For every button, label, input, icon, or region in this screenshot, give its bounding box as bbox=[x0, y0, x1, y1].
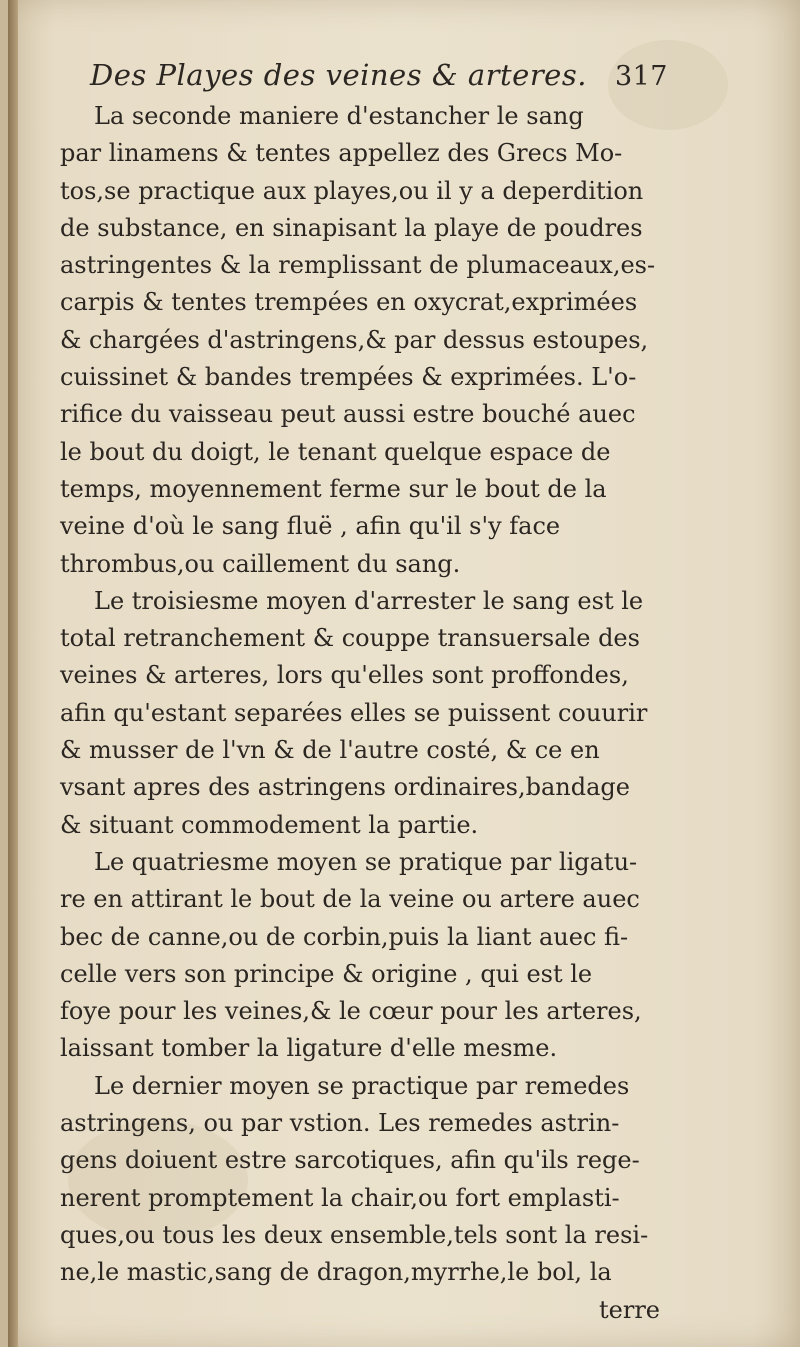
text-line: celle vers son principe & origine , qui est le bbox=[60, 959, 593, 988]
text-line: Le troisiesme moyen d'arrester le sang est le bbox=[94, 586, 644, 615]
text-line: carpis & tentes trempées en oxycrat,exprimées bbox=[60, 288, 638, 317]
text-line: gens doiuent estre sarcotiques, afin qu'ils rege- bbox=[60, 1146, 640, 1175]
text-line: veines & arteres, lors qu'elles sont proffondes, bbox=[60, 661, 629, 690]
text-line: bec de canne,ou de corbin,puis la liant auec fi- bbox=[60, 922, 629, 951]
page-gutter bbox=[8, 0, 18, 1347]
text-line: & chargées d'astringens,& par dessus estoupes, bbox=[60, 325, 649, 354]
text-line: nerent promptement la chair,ou fort emplasti- bbox=[60, 1183, 620, 1212]
text-line: total retranchement & couppe transuersale des bbox=[60, 624, 640, 653]
page-text bbox=[60, 58, 668, 1329]
catchword: terre bbox=[599, 1295, 660, 1324]
text-line: afin qu'estant separées elles se puissent couurir bbox=[60, 698, 648, 727]
text-line: La seconde maniere d'estancher le sang bbox=[94, 102, 584, 130]
text-line: astringentes & la remplissant de plumaceaux,es- bbox=[60, 251, 656, 280]
running-title: Des Playes des veines & arteres. bbox=[90, 58, 587, 92]
text-line: cuissinet & bandes trempées & exprimées. L'o- bbox=[60, 363, 637, 392]
text-line: & situant commodement la partie. bbox=[60, 810, 479, 839]
text-line: temps, moyennement ferme sur le bout de la bbox=[60, 474, 607, 503]
text-line: & musser de l'vn & de l'autre costé, & ce en bbox=[60, 736, 600, 765]
text-line: foye pour les veines,& le cœur pour les arteres, bbox=[60, 997, 642, 1026]
text-line: ne,le mastic,sang de dragon,myrrhe,le bol, la bbox=[60, 1258, 612, 1287]
text-line: Le dernier moyen se practique par remedes bbox=[94, 1071, 630, 1100]
text-line: par linamens & tentes appellez des Grecs Mo- bbox=[60, 139, 623, 168]
book-page bbox=[8, 0, 800, 1347]
text-line: rifice du vaisseau peut aussi estre bouché auec bbox=[60, 400, 636, 429]
page-number: 317 bbox=[614, 61, 668, 92]
text-line: de substance, en sinapisant la playe de poudres bbox=[60, 213, 643, 242]
text-line: veine d'où le sang fluë , afin qu'il s'y face bbox=[60, 512, 561, 541]
text-line: Le quatriesme moyen se pratique par ligatu- bbox=[94, 847, 638, 876]
text-line: tos,se practique aux playes,ou il y a deperdition bbox=[60, 176, 644, 205]
text-line: thrombus,ou caillement du sang. bbox=[60, 549, 461, 578]
text-line: astringens, ou par vstion. Les remedes astrin- bbox=[60, 1109, 620, 1138]
text-line: ques,ou tous les deux ensemble,tels sont la resi- bbox=[60, 1220, 649, 1249]
text-line: re en attirant le bout de la veine ou artere auec bbox=[60, 885, 640, 914]
text-line: vsant apres des astringens ordinaires,bandage bbox=[60, 773, 630, 802]
running-header bbox=[90, 58, 668, 98]
text-line: laissant tomber la ligature d'elle mesme. bbox=[60, 1034, 558, 1063]
text-line: le bout du doigt, le tenant quelque espace de bbox=[60, 437, 611, 466]
